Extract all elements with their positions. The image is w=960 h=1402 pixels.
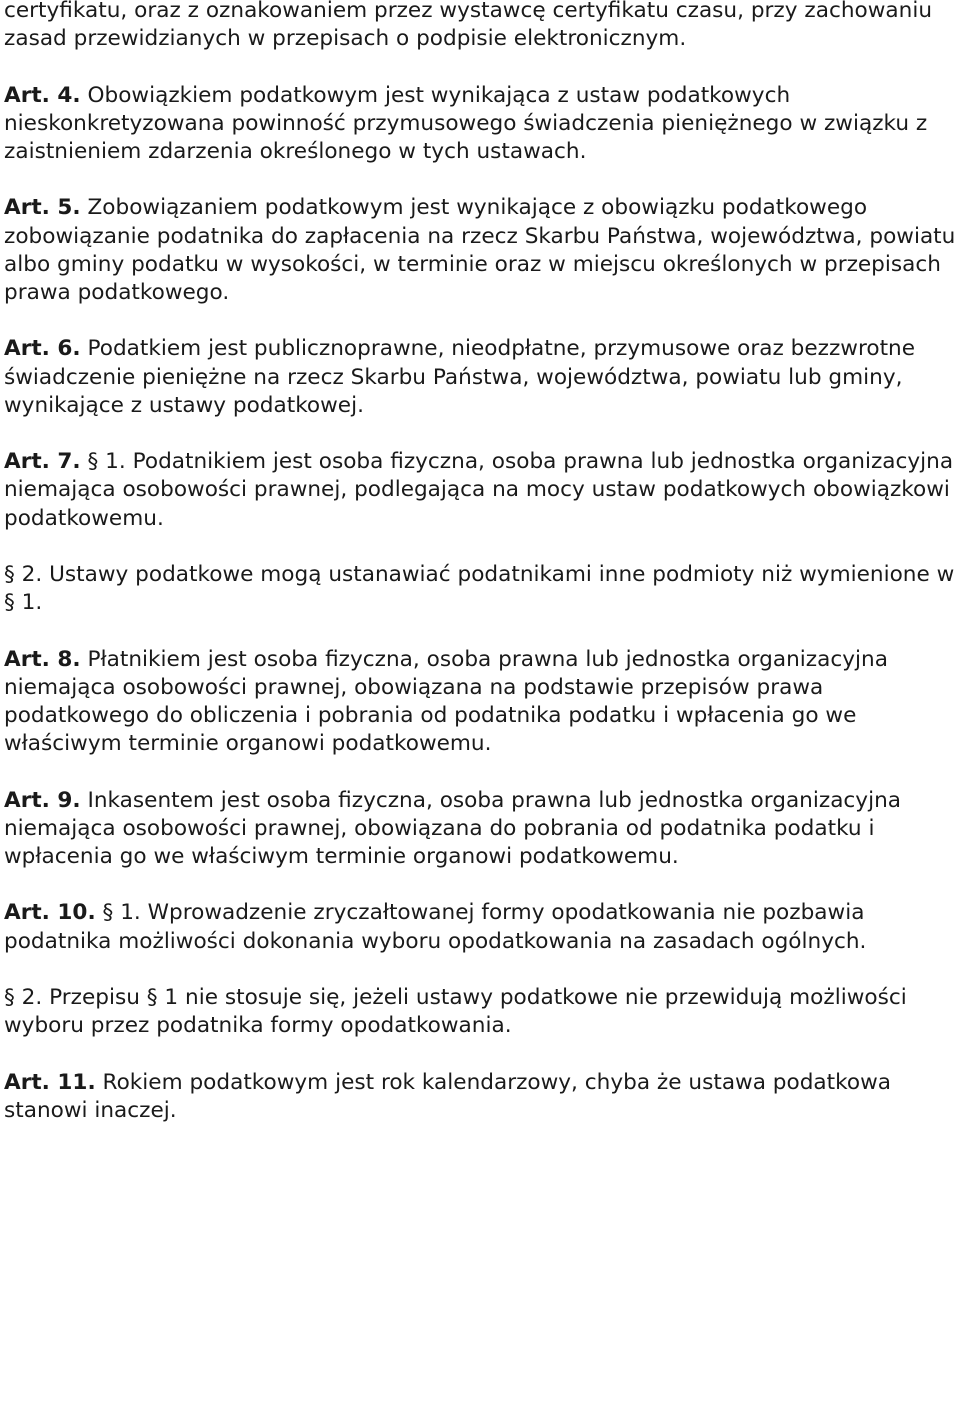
article-heading: Art. 10. <box>4 900 96 926</box>
article-heading: Art. 11. <box>4 1069 96 1095</box>
article-text: Inkasentem jest osoba fizyczna, osoba prawna lub jednostka organizacyjna niemająca osobowości prawnej, obowiązana do pobrania od podatnika podatku i wpłacenia go we właściwym terminie organowi podatkowemu. <box>4 787 901 869</box>
article-10-section-2 <box>4 984 958 1040</box>
article-text: Obowiązkiem podatkowym jest wynikająca z ustaw podatkowych nieskonkretyzowana powinność przymusowego świadczenia pieniężnego w związku z zaistnieniem zdarzenia określonego w tych ustawach. <box>4 82 928 164</box>
article-text: § 1. Podatnikiem jest osoba fizyczna, osoba prawna lub jednostka organizacyjna niemająca osobowości prawnej, podlegająca na mocy ustaw podatkowych obowiązkowi podatkowemu. <box>4 449 954 531</box>
article-7-section-2 <box>4 561 958 617</box>
article-heading: Art. 9. <box>4 787 81 813</box>
article-11 <box>4 1069 958 1125</box>
article-text: Rokiem podatkowym jest rok kalendarzowy, chyba że ustawa podatkowa stanowi inaczej. <box>4 1069 891 1123</box>
article-heading: Art. 4. <box>4 82 81 108</box>
document-page <box>4 0 958 1125</box>
article-heading: Art. 5. <box>4 195 81 221</box>
article-text: § 1. Wprowadzenie zryczałtowanej formy opodatkowania nie pozbawia podatnika możliwości dokonania wyboru opodatkowania na zasadach ogólnych. <box>4 900 867 954</box>
article-heading: Art. 8. <box>4 646 81 672</box>
paragraph-continuation <box>4 0 958 53</box>
article-8 <box>4 646 958 759</box>
article-9 <box>4 787 958 872</box>
section-text: § 2. Ustawy podatkowe mogą ustanawiać podatnikami inne podmioty niż wymienione w § 1. <box>4 561 955 616</box>
article-text: Podatkiem jest publicznoprawne, nieodpłatne, przymusowe oraz bezzwrotne świadczenie pieniężne na rzecz Skarbu Państwa, województwa, powiatu lub gminy, wynikające z ustawy podatkowej. <box>4 336 916 418</box>
article-text: Płatnikiem jest osoba fizyczna, osoba prawna lub jednostka organizacyjna niemająca osobowości prawnej, obowiązana na podstawie przepisów prawa podatkowego do obliczenia i pobrania od podatnika podatku i wpłacenia go we właściwym terminie organowi podatkowemu. <box>4 646 888 757</box>
paragraph-text: certyfikatu, oraz z oznakowaniem przez wystawcę certyfikatu czasu, przy zachowaniu zasad przewidzianych w przepisach o podpisie elektronicznym. <box>4 0 933 52</box>
article-5 <box>4 194 958 307</box>
article-10-section-1 <box>4 899 958 955</box>
section-text: § 2. Przepisu § 1 nie stosuje się, jeżeli ustawy podatkowe nie przewidują możliwości wyboru przez podatnika formy opodatkowania. <box>4 984 907 1039</box>
article-4 <box>4 82 958 167</box>
article-6 <box>4 335 958 420</box>
article-text: Zobowiązaniem podatkowym jest wynikające z obowiązku podatkowego zobowiązanie podatnika do zapłacenia na rzecz Skarbu Państwa, województwa, powiatu albo gminy podatku w wysokości, w terminie oraz w miejscu określonych w przepisach prawa podatkowego. <box>4 195 956 305</box>
article-heading: Art. 7. <box>4 449 81 475</box>
article-heading: Art. 6. <box>4 336 81 362</box>
article-7-section-1 <box>4 448 958 533</box>
